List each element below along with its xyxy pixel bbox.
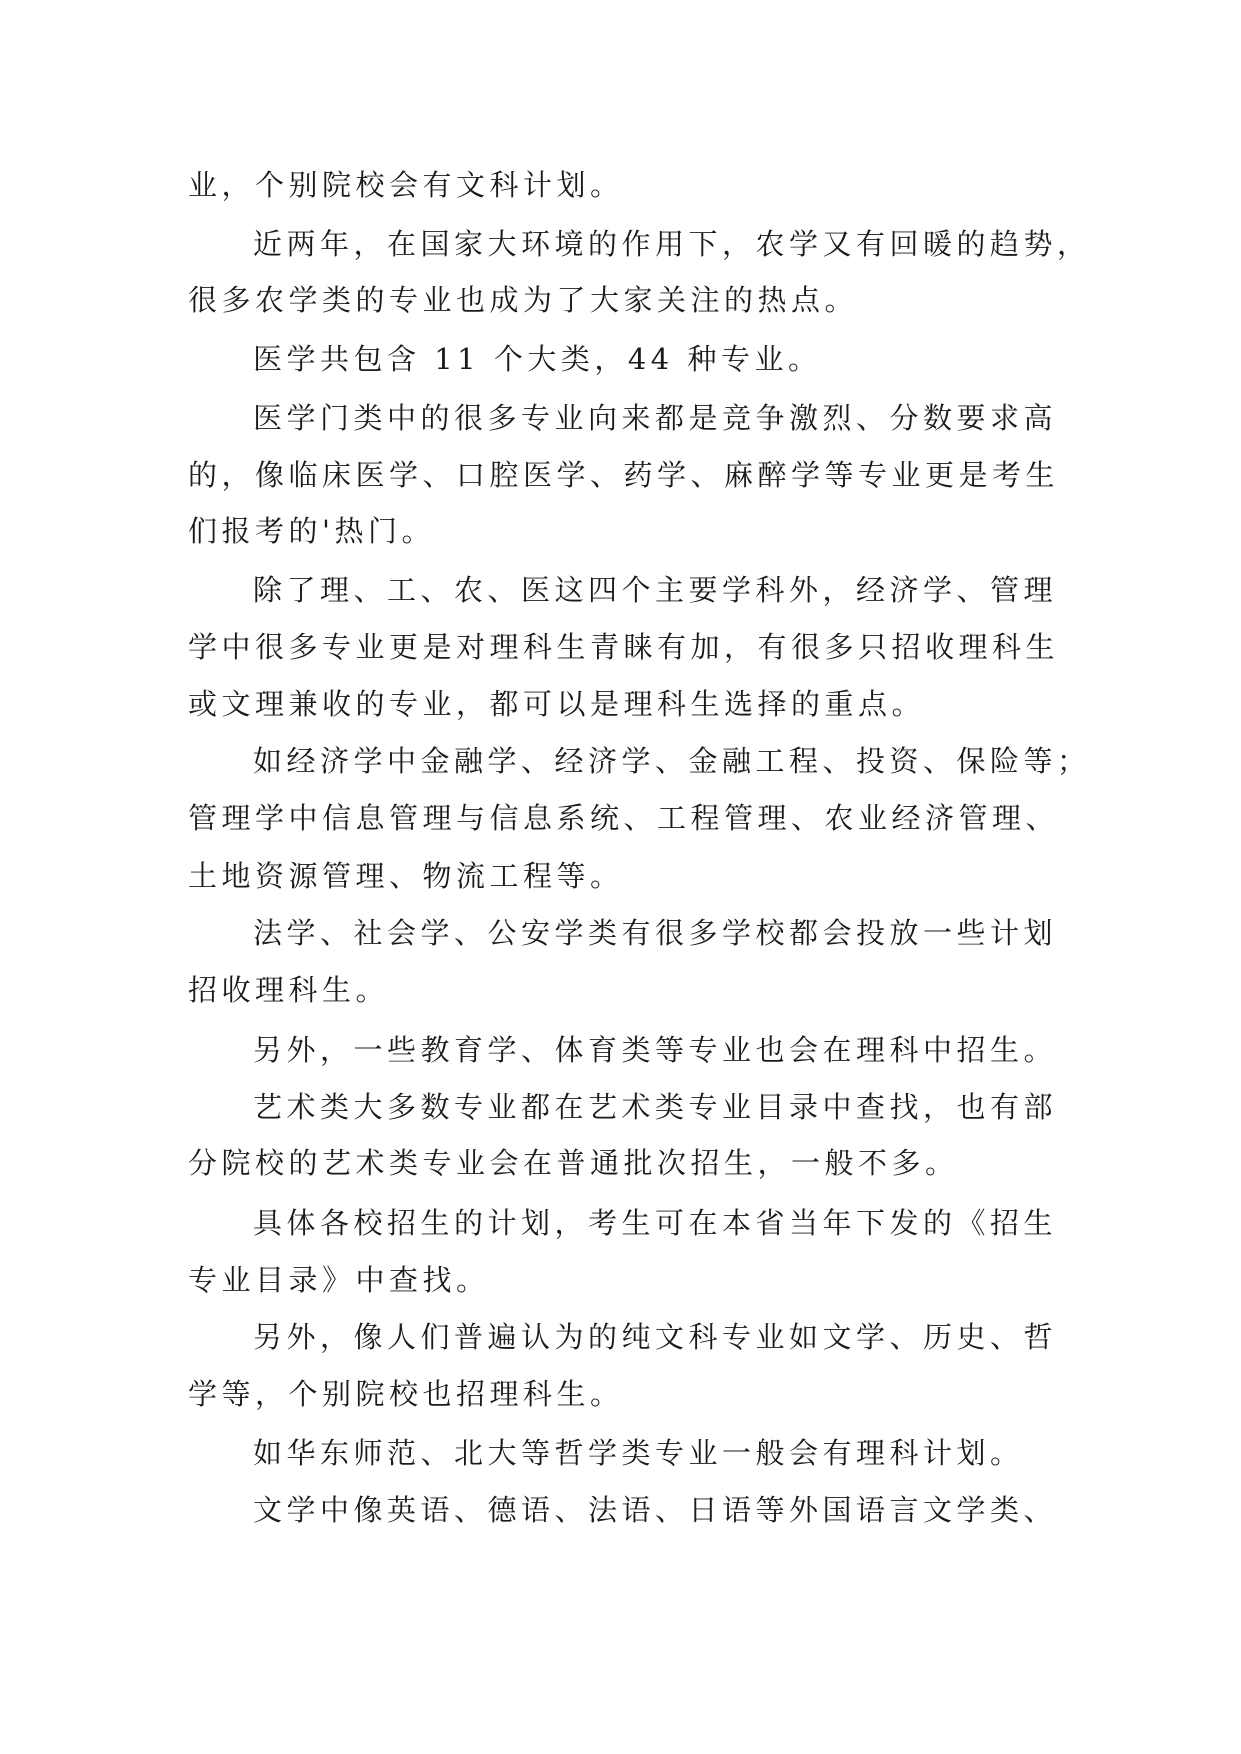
text-line: 分院校的艺术类专业会在普通批次招生，一般不多。 [188,1146,959,1180]
text-line: 的，像临床医学、口腔医学、药学、麻醉学等专业更是考生 [188,458,1060,492]
text-line: 如经济学中金融学、经济学、金融工程、投资、保险等； [253,744,1091,778]
text-line: 们报考的'热门。 [188,514,435,548]
text-line: 近两年，在国家大环境的作用下，农学又有回暖的趋势， [253,227,1091,261]
text-line: 很多农学类的专业也成为了大家关注的热点。 [188,283,859,317]
text-line: 法学、社会学、公安学类有很多学校都会投放一些计划 [253,916,1058,950]
text-line: 学中很多专业更是对理科生青睐有加，有很多只招收理科生 [188,630,1060,664]
text-line: 学等，个别院校也招理科生。 [188,1377,624,1411]
text-line: 另外，一些教育学、体育类等专业也会在理科中招生。 [253,1033,1058,1067]
text-line: 具体各校招生的计划，考生可在本省当年下发的《招生 [253,1206,1058,1240]
text-line: 另外，像人们普遍认为的纯文科专业如文学、历史、哲 [253,1320,1058,1354]
text-line: 或文理兼收的专业，都可以是理科生选择的重点。 [188,687,926,721]
text-line: 文学中像英语、德语、法语、日语等外国语言文学类、 [253,1493,1058,1527]
text-line: 除了理、工、农、医这四个主要学科外，经济学、管理 [253,573,1058,607]
text-line: 专业目录》中查找。 [188,1263,490,1297]
text-line: 艺术类大多数专业都在艺术类专业目录中查找，也有部 [253,1090,1058,1124]
text-line: 业，个别院校会有文科计划。 [188,168,624,202]
text-line: 医学共包含 11 个大类，44 种专业。 [253,342,822,376]
text-line: 土地资源管理、物流工程等。 [188,859,624,893]
text-line: 管理学中信息管理与信息系统、工程管理、农业经济管理、 [188,801,1060,835]
text-line: 招收理科生。 [188,973,390,1007]
text-line: 如华东师范、北大等哲学类专业一般会有理科计划。 [253,1436,1024,1470]
text-line: 医学门类中的很多专业向来都是竞争激烈、分数要求高 [253,401,1058,435]
